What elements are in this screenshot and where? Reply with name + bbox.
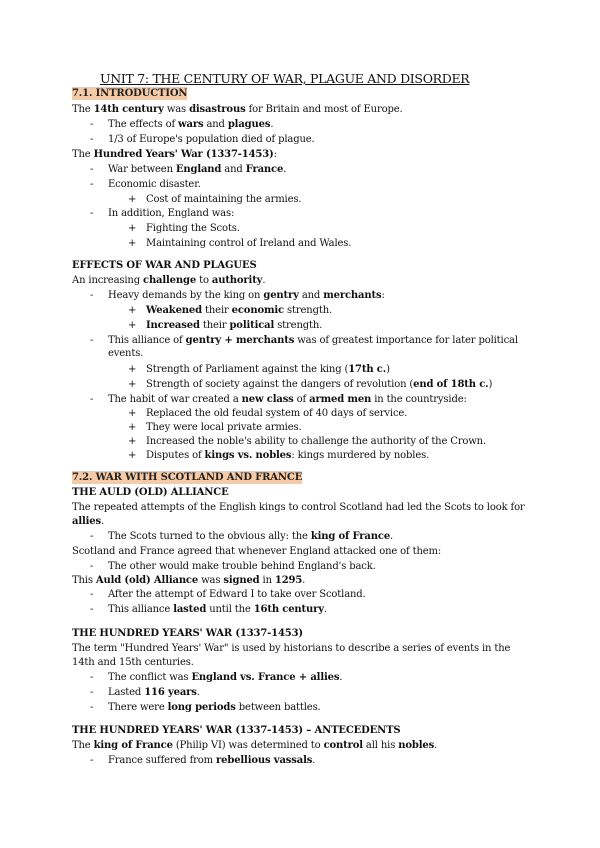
intro-line-1: The 14th century was disastrous for Britain and most of Europe.: [72, 104, 403, 115]
plus-bullet: +: [128, 364, 137, 375]
auld-bullet-2: The other would make trouble behind England's back.: [108, 561, 376, 572]
auld-line-1: The repeated attempts of the English kings to control Scotland had led the Scots to look for: [72, 502, 525, 513]
auld-line-4: This Auld (old) Alliance was signed in 1295.: [72, 575, 306, 586]
intro-bullet-4: Economic disaster.: [108, 179, 201, 190]
dash-bullet: -: [90, 702, 94, 713]
ante-line-1: The king of France (Philip VI) was determined to control all his nobles.: [72, 740, 438, 751]
plus-bullet: +: [128, 194, 137, 205]
effects-sub-bullet-4: Strength of society against the dangers of revolution (end of 18th c.): [146, 379, 493, 390]
dash-bullet: -: [90, 531, 94, 542]
dash-bullet: -: [90, 335, 94, 346]
auld-bullet-4: This alliance lasted until the 16th century.: [108, 604, 327, 615]
section-heading-7-1: 7.1. INTRODUCTION: [72, 88, 188, 99]
intro-sub-bullet-1: Cost of maintaining the armies.: [146, 194, 302, 205]
dash-bullet: -: [90, 394, 94, 405]
effects-bullet-2-cont: events.: [108, 348, 144, 359]
intro-bullet-2: 1/3 of Europe's population died of plague.: [108, 134, 315, 145]
effects-bullet-3: The habit of war created a new class of armed men in the countryside:: [108, 394, 467, 405]
intro-bullet-5: In addition, England was:: [108, 208, 235, 219]
effects-bullet-2: This alliance of gentry + merchants was of greatest importance for later political: [108, 335, 518, 346]
effects-sub-bullet-8: Disputes of kings vs. nobles: kings murdered by nobles.: [146, 450, 430, 461]
intro-sub-bullet-2: Fighting the Scots.: [146, 223, 240, 234]
hundred-years-war-heading: THE HUNDRED YEARS' WAR (1337-1453): [72, 628, 303, 639]
plus-bullet: +: [128, 450, 137, 461]
hyw-line-2: 14th and 15th centuries.: [72, 657, 194, 668]
dash-bullet: -: [90, 164, 94, 175]
effects-sub-bullet-1: Weakened their economic strength.: [146, 305, 333, 316]
hundred-years-war-line: The Hundred Years' War (1337-1453):: [72, 149, 277, 160]
dash-bullet: -: [90, 134, 94, 145]
plus-bullet: +: [128, 238, 137, 249]
hyw-bullet-1: The conflict was England vs. France + allies.: [108, 672, 343, 683]
dash-bullet: -: [90, 179, 94, 190]
auld-line-3: Scotland and France agreed that whenever England attacked one of them:: [72, 546, 442, 557]
effects-sub-bullet-2: Increased their political strength.: [146, 320, 323, 331]
plus-bullet: +: [128, 379, 137, 390]
plus-bullet: +: [128, 422, 137, 433]
dash-bullet: -: [90, 290, 94, 301]
ante-bullet-1: France suffered from rebellious vassals.: [108, 755, 316, 766]
hyw-line-1: The term "Hundred Years' War" is used by historians to describe a series of events in the: [72, 643, 511, 654]
hyw-bullet-3: There were long periods between battles.: [108, 702, 321, 713]
section-heading-7-2: 7.2. WAR WITH SCOTLAND AND FRANCE: [72, 472, 303, 483]
dash-bullet: -: [90, 561, 94, 572]
dash-bullet: -: [90, 589, 94, 600]
effects-sub-bullet-7: Increased the noble's ability to challenge the authority of the Crown.: [146, 436, 487, 447]
effects-sub-bullet-3: Strength of Parliament against the king (17th c.): [146, 364, 390, 375]
plus-bullet: +: [128, 223, 137, 234]
plus-bullet: +: [128, 320, 137, 331]
antecedents-heading: THE HUNDRED YEARS' WAR (1337-1453) – ANTECEDENTS: [72, 725, 401, 736]
auld-alliance-heading: THE AULD (OLD) ALLIANCE: [72, 487, 229, 498]
plus-bullet: +: [128, 408, 137, 419]
dash-bullet: -: [90, 687, 94, 698]
effects-heading: EFFECTS OF WAR AND PLAGUES: [72, 260, 257, 271]
intro-bullet-1: The effects of wars and plagues.: [108, 119, 274, 130]
page-title: UNIT 7: THE CENTURY OF WAR, PLAGUE AND DISORDER: [100, 71, 470, 86]
dash-bullet: -: [90, 119, 94, 130]
intro-bullet-3: War between England and France.: [108, 164, 287, 175]
auld-line-2: allies.: [72, 516, 104, 527]
dash-bullet: -: [90, 208, 94, 219]
effects-line-1: An increasing challenge to authority.: [72, 275, 266, 286]
effects-sub-bullet-6: They were local private armies.: [146, 422, 302, 433]
auld-bullet-1: The Scots turned to the obvious ally: the king of France.: [108, 531, 394, 542]
hyw-bullet-2: Lasted 116 years.: [108, 687, 200, 698]
dash-bullet: -: [90, 755, 94, 766]
effects-bullet-1: Heavy demands by the king on gentry and merchants:: [108, 290, 385, 301]
plus-bullet: +: [128, 305, 137, 316]
effects-sub-bullet-5: Replaced the old feudal system of 40 days of service.: [146, 408, 408, 419]
auld-bullet-3: After the attempt of Edward I to take over Scotland.: [108, 589, 366, 600]
plus-bullet: +: [128, 436, 137, 447]
dash-bullet: -: [90, 672, 94, 683]
dash-bullet: -: [90, 604, 94, 615]
intro-sub-bullet-3: Maintaining control of Ireland and Wales.: [146, 238, 352, 249]
